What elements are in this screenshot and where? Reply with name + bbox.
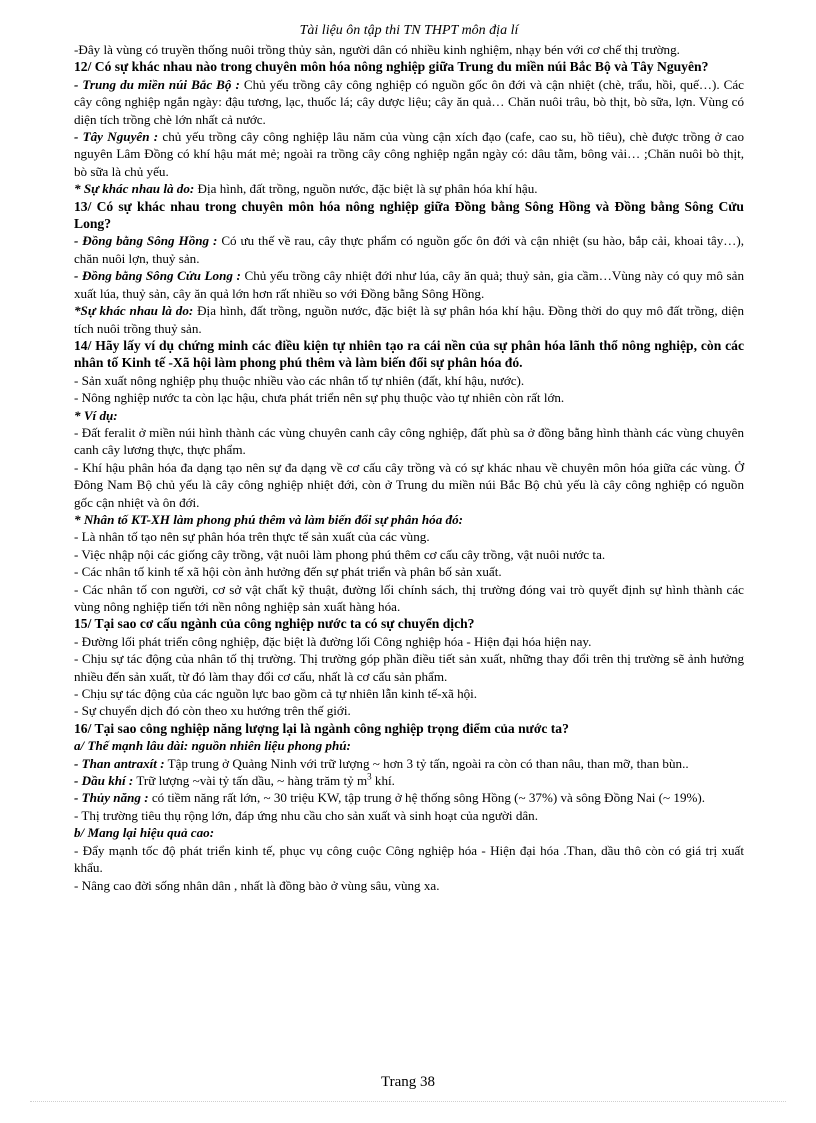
question-heading: 16/ Tại sao công nghiệp năng lượng lại là ngành công nghiệp trọng điểm của nước ta? (74, 720, 569, 736)
section-heading: * Nhân tố KT-XH làm phong phú thêm và làm biến đổi sự phân hóa đó: (74, 511, 463, 527)
paragraph: - Đất feralit ở miền núi hình thành các vùng chuyên canh cây công nghiệp, đất phù sa ở đồng bằng hình thành các vùng chuyên canh cây lương thực, thực phẩm. (74, 424, 744, 458)
question-heading: 14/ Hãy lấy ví dụ chứng minh các điều kiện tự nhiên tạo ra cái nền của sự phân hóa lãnh thổ nông nghiệp, còn các nhân tố Kinh tế -Xã hội làm phong phú thêm và làm biến đổi sự phân hóa đó. (74, 337, 744, 371)
paragraph: - Việc nhập nội các giống cây trồng, vật nuôi làm phong phú thêm cơ cấu cây trồng, vật nuôi nước ta. (74, 546, 606, 562)
paragraph-text: chủ yếu trồng cây công nghiệp lâu năm của vùng cận xích đạo (cafe, cao su, hồ tiêu), chè được trồng ở cao nguyên Lâm Đồng có khí hậu mát mẻ; ngoài ra trồng cây công nghiệp ngắn ngày có: dâu tằm, bông vải… ;Chăn nuôi bò thịt, bò sữa là chủ yếu. (74, 129, 744, 179)
labeled-paragraph (74, 232, 744, 267)
paragraph: - Nông nghiệp nước ta còn lạc hậu, chưa phát triển nên sự phụ thuộc vào tự nhiên còn rất lớn. (74, 390, 565, 406)
question-heading: 13/ Có sự khác nhau trong chuyên môn hóa nông nghiệp giữa Đồng bằng Sông Hồng và Đồng bằng Sông Cửu Long? (74, 198, 744, 232)
paragraph: - Đẩy mạnh tốc độ phát triển kinh tế, phục vụ công cuộc Công nghiệp hóa - Hiện đại hóa .Than, dầu thô còn có giá trị xuất khẩu. (74, 842, 744, 876)
labeled-paragraph (74, 267, 744, 302)
paragraph: -Đây là vùng có truyền thống nuôi trồng thủy sản, người dân có nhiều kinh nghiệm, nhạy bén với cơ chế thị trường. (74, 42, 680, 57)
paragraph-text: Chủ yếu trồng cây nhiệt đới như lúa, cây ăn quả; thuỷ sản, gia cầm…Vùng này có quy mô sản xuất lúa, thuỷ sản, cây ăn quả lớn hơn rất nhiều so với Đồng bằng Sông Hồng. (74, 268, 744, 301)
paragraph-label: - Thủy năng : (74, 790, 149, 806)
paragraph-text: Tập trung ở Quảng Ninh với trữ lượng ~ hơn 3 tỷ tấn, ngoài ra còn có than nâu, than mỡ, than bùn.. (164, 755, 689, 771)
section-heading: a/ Thế mạnh lâu dài: nguồn nhiên liệu phong phú: (74, 738, 351, 754)
question-heading: 15/ Tại sao cơ cấu ngành của công nghiệp nước ta có sự chuyển dịch? (74, 616, 475, 632)
section-heading: b/ Mang lại hiệu quả cao: (74, 825, 215, 841)
document-page (74, 22, 744, 894)
paragraph: - Chịu sự tác động của nhân tố thị trường. Thị trường góp phần điều tiết sản xuất, những thay đổi trên thị trường sẽ ảnh hưởng nhiều đến sản xuất, từ đó làm thay đổi cơ cấu, nhất là cơ cấu sản phẩm. (74, 651, 744, 684)
paragraph: - Chịu sự tác động của các nguồn lực bao gồm cả tự nhiên lẫn kinh tế-xã hội. (74, 686, 478, 702)
paragraph-text-tail: khí. (371, 773, 395, 789)
footer-divider (30, 1101, 786, 1102)
paragraph-text: Có ưu thế về rau, cây thực phẩm có nguồn gốc ôn đới và cận nhiệt (su hào, bắp cải, khoai tây…), chăn nuôi lợn, thuỷ sản. (74, 233, 744, 266)
paragraph: - Là nhân tố tạo nên sự phân hóa trên thực tế sản xuất của các vùng. (74, 529, 430, 545)
paragraph-text: Chủ yếu trồng cây công nghiệp có nguồn gốc ôn đới và cận nhiệt (chè, trẩu, hồi, quế…). Các cây công nghiệp ngắn ngày: đậu tương, lạc, thuốc lá; cây dược liệu; cây ăn quả… Chăn nuôi trâu, bò thịt, bò sữa, lợn. Vùng có diện tích trồng chè lớn nhất cả nước. (74, 76, 744, 127)
paragraph-label: *Sự khác nhau là do: (74, 303, 194, 319)
paragraph-label: - Đồng bằng Sông Hồng : (74, 233, 218, 249)
paragraph-label: - Tây Nguyên : (74, 129, 159, 145)
labeled-paragraph (74, 789, 744, 806)
section-heading: * Ví dụ: (74, 407, 118, 423)
labeled-paragraph (74, 128, 744, 180)
paragraph: - Sự chuyển dịch đó còn theo xu hướng trên thế giới. (74, 703, 351, 719)
paragraph-label: - Đồng bằng Sông Cửu Long : (74, 268, 241, 284)
page-footer: Trang 38 (380, 1074, 436, 1090)
page-header: Tài liệu ôn tập thi TN THPT môn địa lí (299, 23, 519, 38)
paragraph: - Các nhân tố con người, cơ sở vật chất kỹ thuật, đường lối chính sách, thị trường đóng vai trò quyết định sự hình thành các vùng nông nghiệp tiến tới nền nông nghiệp sản xuất hàng hóa. (74, 581, 744, 614)
paragraph-label: - Dầu khí : (74, 773, 134, 789)
paragraph-text: Trữ lượng ~vài tỷ tấn dầu, ~ hàng trăm tỷ m (133, 773, 368, 789)
paragraph-label: - Than antraxít : (74, 755, 165, 771)
superscript: 3 (367, 771, 372, 782)
paragraph: - Khí hậu phân hóa đa dạng tạo nên sự đa dạng về cơ cấu cây trồng và có sự khác nhau về chuyên môn hóa giữa các vùng. Ở Đông Nam Bộ chủ yếu là cây công nghiệp nhiệt đới, còn ở Trung du miền núi Bắc Bộ chủ yếu là cây công nghiệp có nguồn gốc cận nhiệt và ôn đới. (74, 459, 744, 510)
labeled-paragraph (74, 302, 744, 337)
paragraph-text: Địa hình, đất trồng, nguồn nước, đặc biệt là sự phân hóa khí hậu. (194, 181, 538, 197)
paragraph: - Nâng cao đời sống nhân dân , nhất là đồng bào ở vùng sâu, vùng xa. (74, 877, 440, 893)
labeled-paragraph (74, 180, 744, 197)
paragraph-label: - Trung du miền núi Bắc Bộ : (74, 76, 240, 92)
labeled-paragraph (74, 772, 744, 789)
question-heading: 12/ Có sự khác nhau nào trong chuyên môn hóa nông nghiệp giữa Trung du miền núi Bắc Bộ và Tây Nguyên? (74, 59, 709, 75)
labeled-paragraph (74, 76, 744, 128)
labeled-paragraph (74, 755, 744, 772)
paragraph-text: Địa hình, đất trồng, nguồn nước, đặc biệt là sự phân hóa khí hậu. Đồng thời do quy mô đất trồng, diện tích nuôi trồng thuỷ sản. (74, 303, 744, 336)
paragraph-label: * Sự khác nhau là do: (74, 181, 195, 197)
paragraph: - Sản xuất nông nghiệp phụ thuộc nhiều vào các nhân tố tự nhiên (đất, khí hậu, nước). (74, 372, 525, 388)
paragraph: - Đường lối phát triển công nghiệp, đặc biệt là đường lối Công nghiệp hóa - Hiện đại hóa hiện nay. (74, 633, 592, 649)
document-body (74, 41, 744, 894)
paragraph: - Thị trường tiêu thụ rộng lớn, đáp ứng nhu cầu cho sản xuất và sinh hoạt của người dân. (74, 807, 539, 823)
paragraph-text: có tiềm năng rất lớn, ~ 30 triệu KW, tập trung ở hệ thống sông Hồng (~ 37%) và sông Đồng Nai (~ 19%). (148, 790, 706, 806)
paragraph: - Các nhân tố kinh tế xã hội còn ảnh hưởng đến sự phát triển và phân bố sản xuất. (74, 564, 502, 580)
